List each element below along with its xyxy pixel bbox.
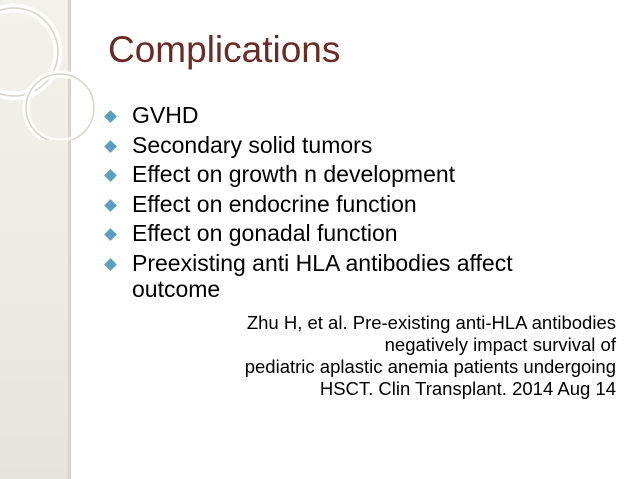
slide-title: Complications — [108, 29, 341, 70]
citation — [172, 312, 616, 400]
citation-line: Zhu H, et al. Pre-existing anti-HLA antibodies — [246, 312, 616, 333]
diamond-bullet-icon — [104, 228, 117, 241]
bullet-item-endocrine — [106, 191, 606, 217]
bullet-list — [106, 102, 606, 305]
citation-line: pediatric aplastic anemia patients undergoing — [244, 356, 616, 377]
diamond-bullet-icon — [104, 140, 117, 153]
bullet-text: GVHD — [132, 102, 199, 128]
diamond-bullet-icon — [104, 110, 117, 123]
bullet-text: Effect on gonadal function — [132, 220, 398, 246]
bullet-item-gvhd — [106, 102, 606, 128]
diamond-bullet-icon — [104, 199, 117, 212]
bullet-text: Secondary solid tumors — [132, 131, 373, 158]
bullet-item-gonadal — [106, 220, 606, 246]
diamond-bullet-icon — [104, 258, 117, 271]
bullet-text: Preexisting anti HLA antibodies affect outcome — [132, 249, 513, 302]
bullet-item-growth — [106, 161, 606, 187]
citation-line: HSCT. Clin Transplant. 2014 Aug 14 — [319, 378, 616, 399]
bullet-text: Effect on growth n development — [132, 161, 456, 187]
citation-line: negatively impact survival of — [384, 334, 616, 355]
bullet-text: Effect on endocrine function — [132, 190, 417, 217]
bullet-item-secondary-tumors — [106, 132, 606, 158]
diamond-bullet-icon — [104, 169, 117, 182]
bullet-item-hla-antibodies — [106, 250, 606, 302]
